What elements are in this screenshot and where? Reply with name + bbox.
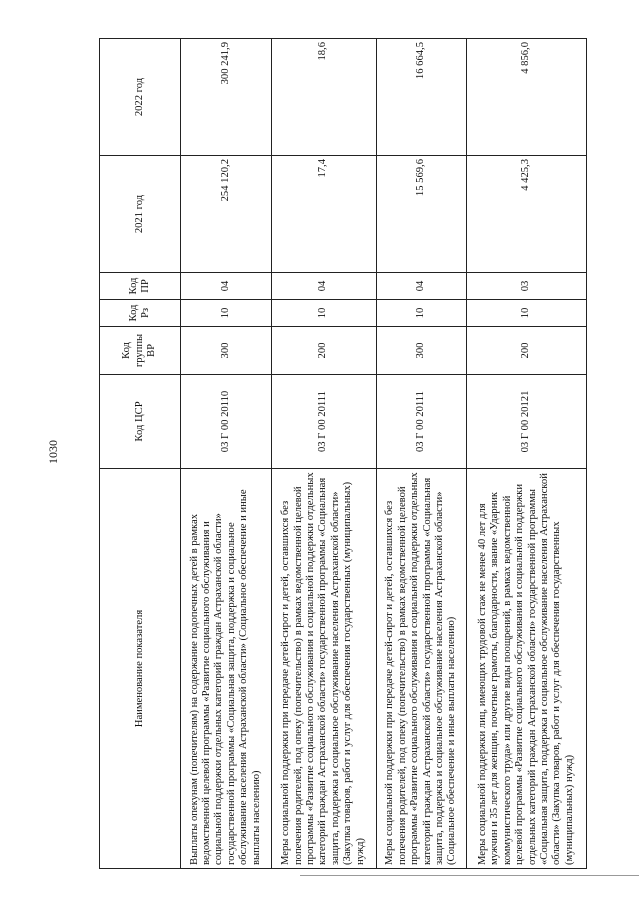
row-amount-2022: 300 241,9 bbox=[181, 39, 272, 156]
header-rz-code: Код Рз bbox=[100, 300, 181, 327]
row-vr-code: 300 bbox=[181, 327, 272, 375]
row-indicator-name: Меры социальной поддержки лиц, имеющих трудовой стаж не менее 40 лет для мужчин и 35 лет для женщин, почетные грамоты, благодарности, звание «Ударник коммунистического труда» или другие виды поощрений, в рамках ведомственной целевой программы «Развитие социального обслуживания и социальной поддержки отдельных категорий граждан Астраханской области» государственной программы «Социальная защита, поддержка и социальное обслуживание населения Астраханской области» (Закупка товаров, работ и услуг для обеспечения государственных (муниципальных) нужд) bbox=[467, 469, 587, 869]
row-vr-code: 200 bbox=[271, 327, 376, 375]
row-csr-code: 03 Г 00 20111 bbox=[376, 375, 467, 469]
row-amount-2021: 17,4 bbox=[271, 156, 376, 273]
row-pr-code: 03 bbox=[467, 273, 587, 300]
table-row bbox=[467, 39, 587, 869]
row-amount-2022: 16 664,5 bbox=[376, 39, 467, 156]
row-csr-code: 03 Г 00 20111 bbox=[271, 375, 376, 469]
rotated-page-content bbox=[99, 39, 587, 869]
table-header-row bbox=[100, 39, 181, 869]
header-pr-code: Код ПР bbox=[100, 273, 181, 300]
scan-edge-divider bbox=[300, 875, 639, 876]
row-pr-code: 04 bbox=[181, 273, 272, 300]
row-amount-2022: 4 856,0 bbox=[467, 39, 587, 156]
row-vr-code: 300 bbox=[376, 327, 467, 375]
row-vr-code: 200 bbox=[467, 327, 587, 375]
row-rz-code: 10 bbox=[467, 300, 587, 327]
header-year-2022: 2022 год bbox=[100, 39, 181, 156]
row-amount-2021: 4 425,3 bbox=[467, 156, 587, 273]
table-row bbox=[271, 39, 376, 869]
row-pr-code: 04 bbox=[271, 273, 376, 300]
row-rz-code: 10 bbox=[181, 300, 272, 327]
budget-table bbox=[99, 38, 587, 869]
row-indicator-name: Выплаты опекунам (попечителям) на содержание подопечных детей в рамках ведомственной целевой программы «Развитие социального обслуживания и социальной поддержки отдельных категорий граждан Астраханской области» государственной программы «Социальная защита, поддержка и социальное обслуживание населения Астраханской области» (Социальное обеспечение и иные выплаты населению) bbox=[181, 469, 272, 869]
table-row bbox=[376, 39, 467, 869]
row-pr-code: 04 bbox=[376, 273, 467, 300]
header-csr-code: Код ЦСР bbox=[100, 375, 181, 469]
row-csr-code: 03 Г 00 20121 bbox=[467, 375, 587, 469]
row-indicator-name: Меры социальной поддержки при передаче детей-сирот и детей, оставшихся без попечения родителей, под опеку (попечительство) в рамках ведомственной целевой программы «Развитие социального обслуживания и социальной поддержки отдельных категорий граждан Астраханской области» государственной программы «Социальная защита, поддержка и социальное обслуживание населения Астраханской области» (Закупка товаров, работ и услуг для обеспечения государственных (муниципальных) нужд) bbox=[271, 469, 376, 869]
header-vr-code: Код группы ВР bbox=[100, 327, 181, 375]
page-number: 1030 bbox=[46, 440, 60, 464]
table-row bbox=[181, 39, 272, 869]
row-rz-code: 10 bbox=[271, 300, 376, 327]
row-rz-code: 10 bbox=[376, 300, 467, 327]
row-indicator-name: Меры социальной поддержки при передаче детей-сирот и детей, оставшихся без попечения родителей, под опеку (попечительство) в рамках ведомственной целевой программы «Развитие социального обслуживания и социальной поддержки отдельных категорий граждан Астраханской области» государственной программы «Социальная защита, поддержка и социальное обслуживание населения Астраханской области» (Социальное обеспечение и иные выплаты населению) bbox=[376, 469, 467, 869]
row-amount-2022: 18,6 bbox=[271, 39, 376, 156]
header-year-2021: 2021 год bbox=[100, 156, 181, 273]
row-csr-code: 03 Г 00 20110 bbox=[181, 375, 272, 469]
header-indicator-name: Наименование показателя bbox=[100, 469, 181, 869]
row-amount-2021: 254 120,2 bbox=[181, 156, 272, 273]
row-amount-2021: 15 569,6 bbox=[376, 156, 467, 273]
